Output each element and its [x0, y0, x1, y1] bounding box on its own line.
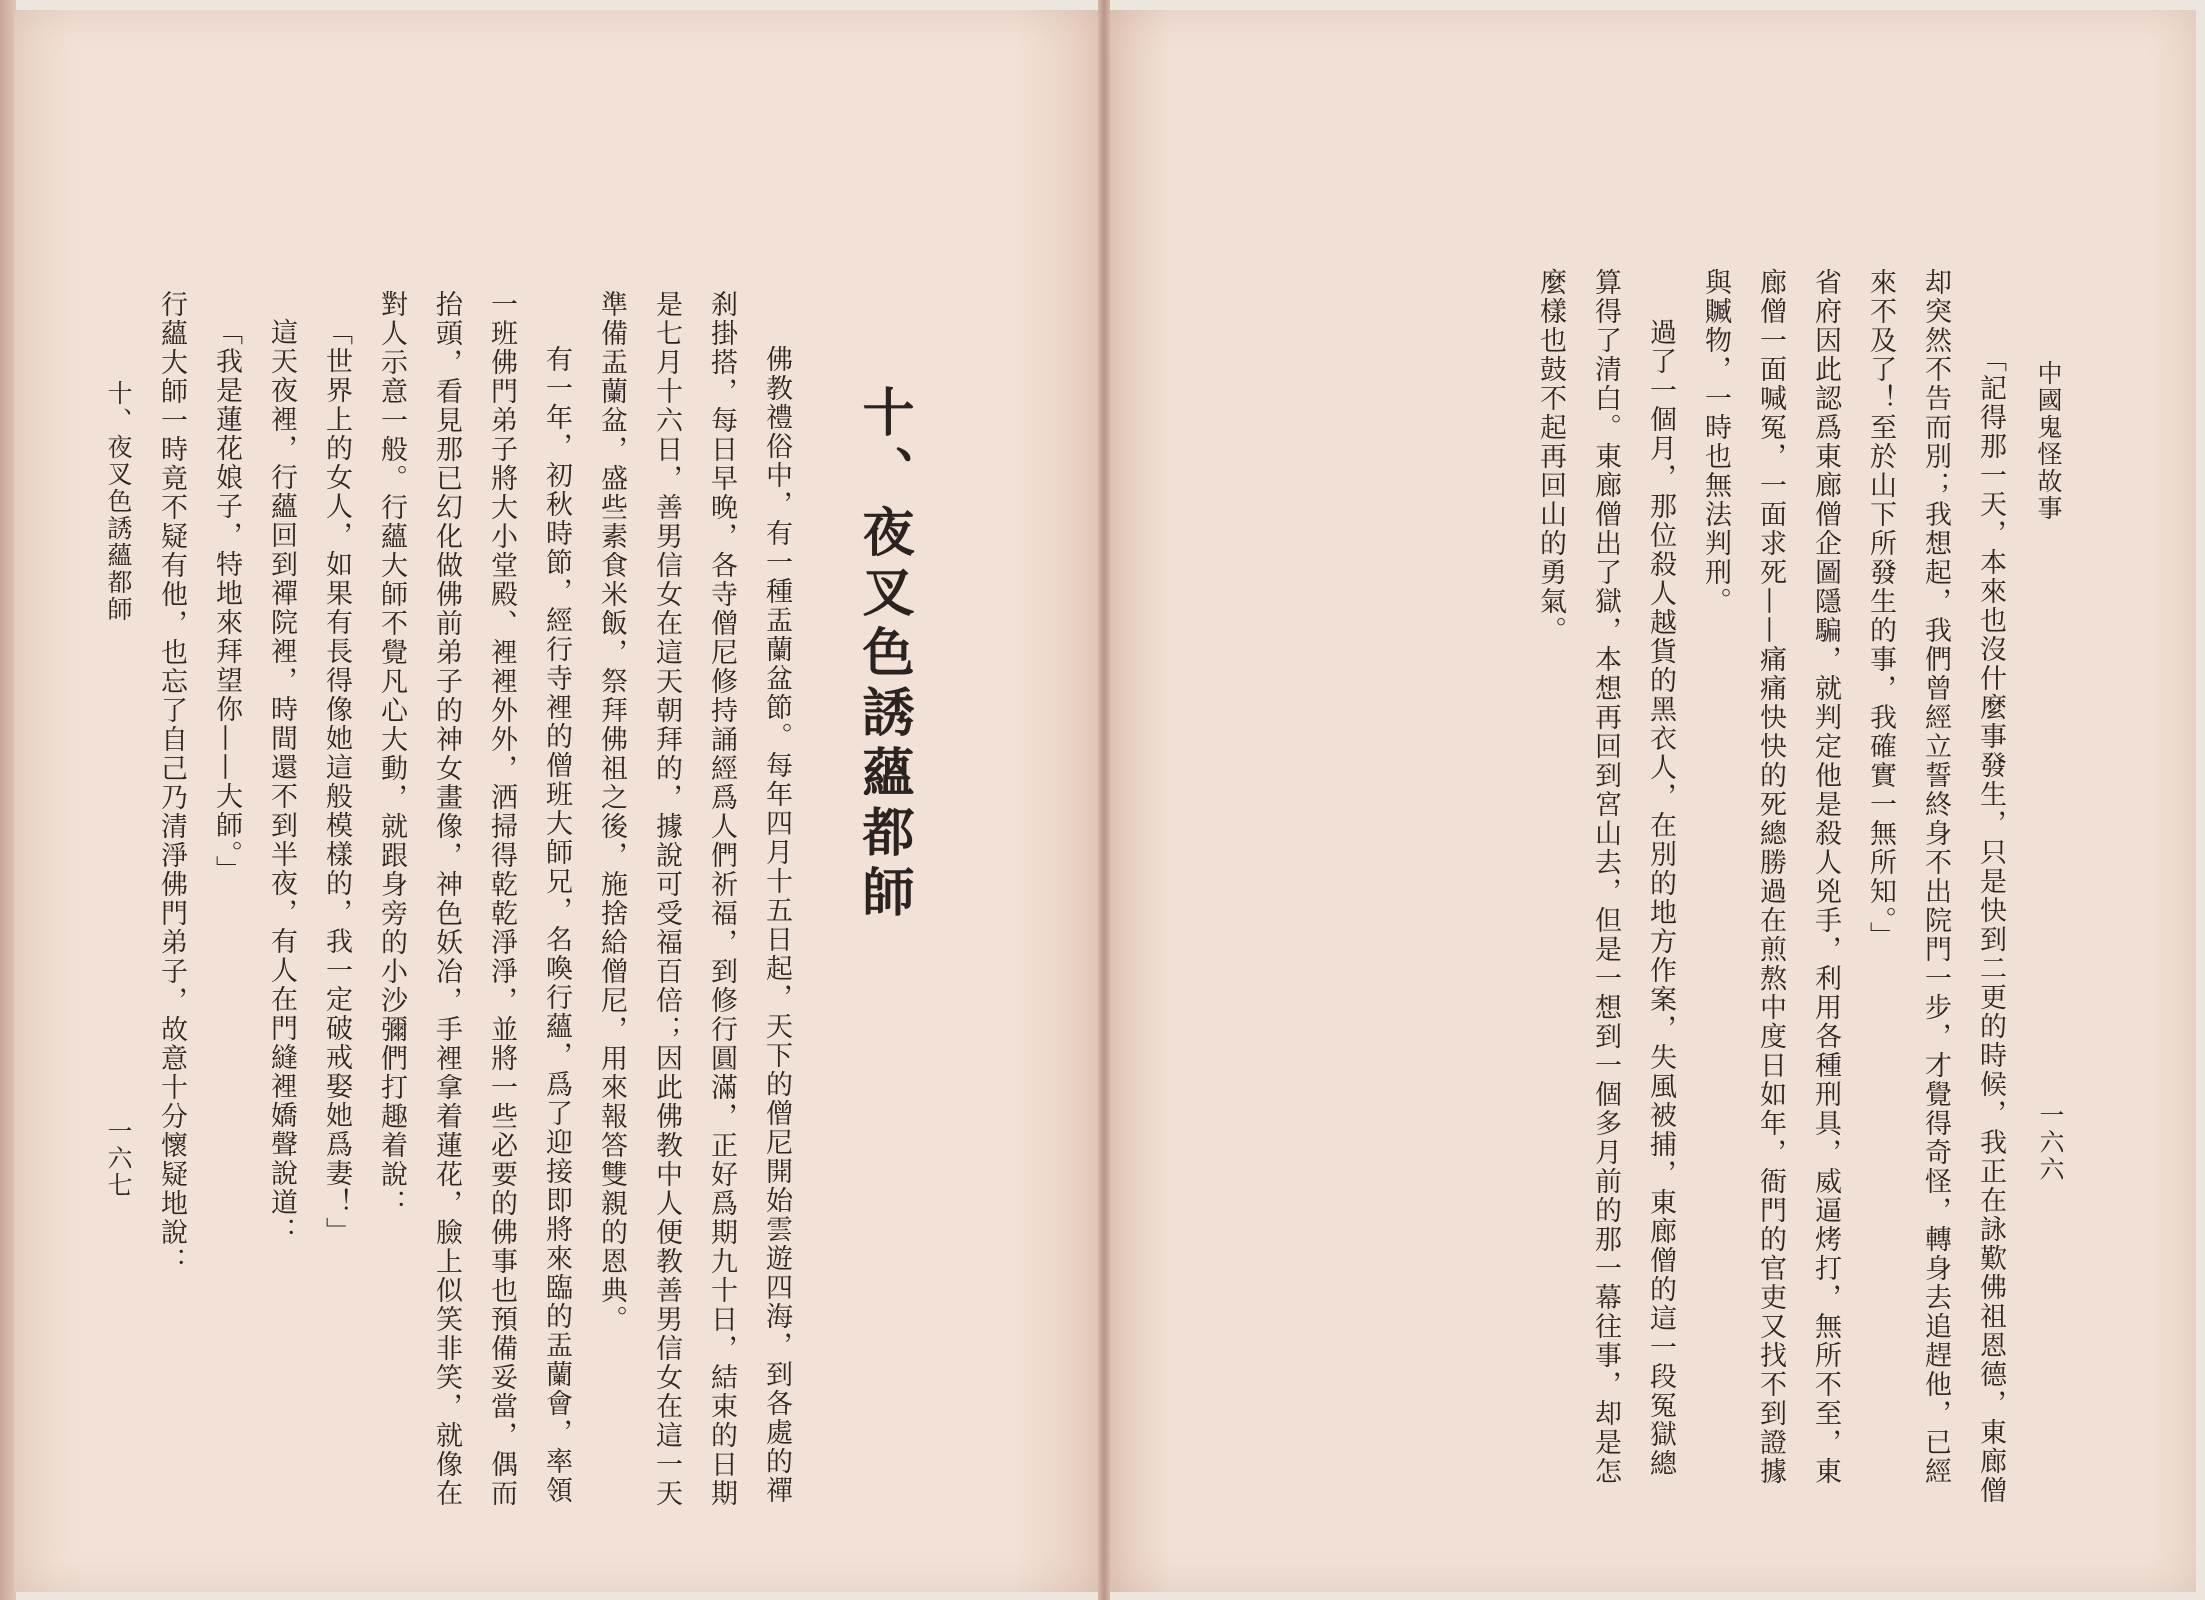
text-column: 有一年，初秋時節，經行寺裡的僧班大師兄，名喚行蘊，爲了迎接即將來臨的盂蘭會，率領 — [541, 345, 572, 1505]
text-column: 準備盂蘭盆，盛些素食米飯，祭拜佛祖之後，施捨給僧尼，用來報答雙親的恩典。 — [596, 290, 627, 1334]
text-column: 行蘊大師一時竟不疑有他，也忘了自己乃清淨佛門弟子，故意十分懷疑地說： — [156, 290, 187, 1276]
text-column: 過了一個月，那位殺人越貨的黑衣人，在別的地方作案，失風被捕，東廊僧的這一段冤獄總 — [1645, 318, 1676, 1478]
text-column: 「記得那一天，本來也沒什麼事發生，只是快到二更的時候，我正在詠歎佛祖恩德，東廊僧 — [1975, 345, 2006, 1505]
chapter-footer: 十、夜叉色誘蘊都師 — [104, 380, 133, 623]
text-column: 這天夜裡，行蘊回到禪院裡，時間還不到半夜，有人在門縫裡嬌聲說道： — [266, 318, 297, 1246]
chapter-title: 十、夜叉色誘蘊都師 — [853, 385, 914, 925]
text-column: 「我是蓮花娘子，特地來拜望你——大師。」 — [211, 318, 242, 885]
page-number-left: 一六七 — [104, 1118, 133, 1199]
text-column: 抬頭，看見那已幻化做佛前弟子的神女畫像，神色妖冶，手裡拿着蓮花，臉上似笑非笑，就像在 — [431, 290, 462, 1508]
text-column: 却突然不告而別；我想起，我們曾經立誓終身不出院門一步，才覺得奇怪，轉身去追趕他，已經 — [1920, 268, 1951, 1486]
text-column: 對人示意一般。行蘊大師不覺凡心大動，就跟身旁的小沙彌們打趣着說： — [376, 290, 407, 1218]
page-number-right: 一六六 — [2036, 1102, 2065, 1183]
text-column: 「世界上的女人，如果有長得像她這般模樣的，我一定破戒娶她爲妻！」 — [321, 318, 352, 1246]
running-title: 中國鬼怪故事 — [2034, 360, 2063, 522]
text-column: 一班佛門弟子將大小堂殿、裡裡外外，洒掃得乾乾淨淨，並將一些必要的佛事也預備妥當，偶而 — [486, 290, 517, 1508]
text-column: 來不及了！至於山下所發生的事，我確實一無所知。」 — [1865, 268, 1896, 951]
text-column: 算得了清白。東廊僧出了獄，本想再回到宮山去，但是一想到一個多月前的那一幕往事，却是怎 — [1590, 268, 1621, 1486]
text-column: 與贓物，一時也無法判刑。 — [1700, 268, 1731, 616]
text-column: 省府因此認爲東廊僧企圖隱騙，就判定他是殺人兇手，利用各種刑具，威逼烤打，無所不至，東 — [1810, 268, 1841, 1486]
text-column: 麼樣也鼓不起再回山的勇氣。 — [1535, 268, 1566, 645]
text-column: 佛教禮俗中，有一種盂蘭盆節。每年四月十五日起，天下的僧尼開始雲遊四海，到各處的禪 — [761, 345, 792, 1505]
book-gutter — [1098, 0, 1110, 1600]
text-column: 廊僧一面喊冤，一面求死——痛痛快快的死總勝過在煎熬中度日如年，衙門的官吏又找不到證據 — [1755, 268, 1786, 1486]
text-column: 刹掛搭，每日早晚，各寺僧尼修持誦經爲人們祈福，到修行圓滿，正好爲期九十日，結束的日期 — [706, 290, 737, 1508]
text-column: 是七月十六日，善男信女在這天朝拜的，據說可受福百倍；因此佛教中人便教善男信女在這一天 — [651, 290, 682, 1508]
